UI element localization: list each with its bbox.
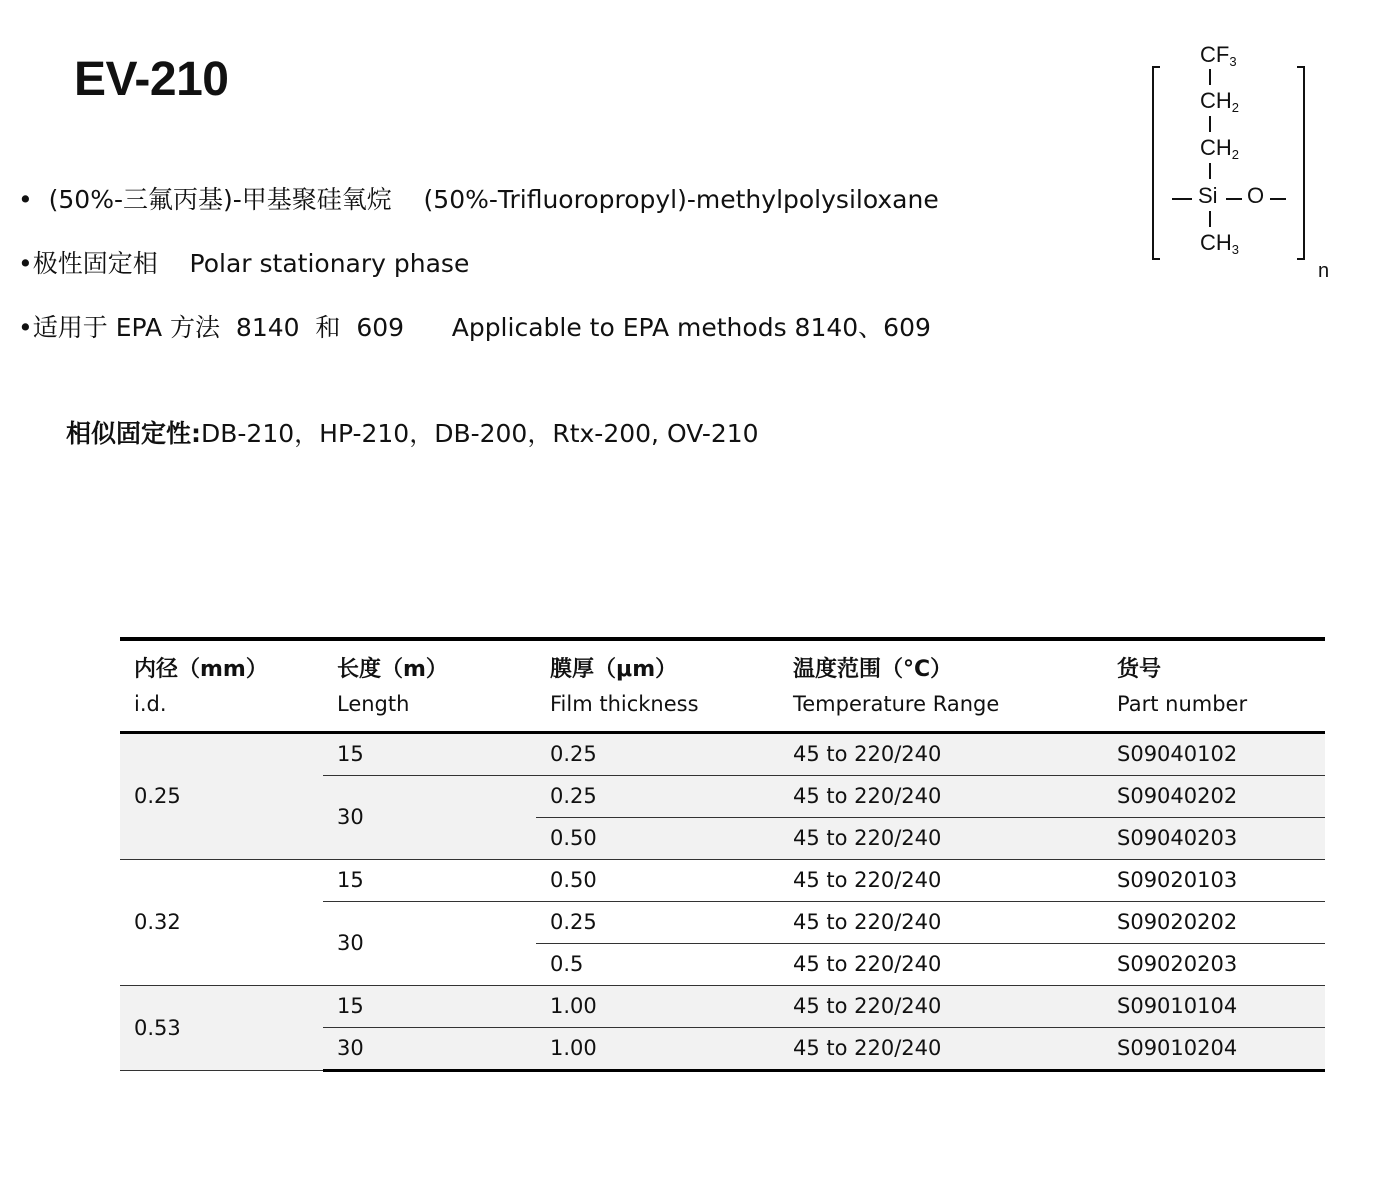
film-cell: 0.50 [536, 818, 779, 860]
ch3-group: $CH_3$ [1200, 230, 1240, 257]
temp-cell: 45 to 220/240 [779, 986, 1103, 1028]
temp-cell: 45 to 220/240 [779, 902, 1103, 944]
part-cell: S09010204 [1103, 1028, 1325, 1071]
bullet-polarity: •极性固定相 Polar stationary phase [18, 249, 470, 278]
length-cell: 15 [323, 986, 536, 1028]
table-row [120, 986, 1325, 1028]
film-cell: 1.00 [536, 986, 779, 1028]
length-cell: 30 [323, 776, 536, 860]
bond [1209, 163, 1211, 179]
header-film: 膜厚（μm） Film thickness [536, 639, 779, 733]
length-cell: 15 [323, 860, 536, 902]
temp-cell: 45 to 220/240 [779, 733, 1103, 776]
table-header-row [120, 639, 1325, 733]
bullet-epa-methods: •适用于 EPA 方法 8140 和 609 Applicable to EPA methods 8140、609 [18, 313, 931, 342]
part-cell: S09010104 [1103, 986, 1325, 1028]
silicon-atom: Si [1198, 183, 1218, 208]
part-cell: S09040203 [1103, 818, 1325, 860]
right-bracket-top [1297, 66, 1305, 68]
id-cell: 0.25 [120, 733, 323, 860]
similar-phases-value: DB-210，HP-210，DB-200，Rtx-200, OV-210 [201, 419, 759, 448]
id-cell: 0.53 [120, 986, 323, 1071]
header-length: 长度（m） Length [323, 639, 536, 733]
left-bracket-top [1152, 66, 1160, 68]
id-cell: 0.32 [120, 860, 323, 986]
bond [1209, 211, 1211, 227]
bond [1226, 198, 1242, 200]
header-temp: 温度范围（°C） Temperature Range [779, 639, 1103, 733]
film-cell: 1.00 [536, 1028, 779, 1071]
ch2-group-2: $CH_2$ [1200, 135, 1240, 162]
right-bracket [1303, 66, 1305, 260]
bond [1172, 198, 1192, 200]
bond [1209, 116, 1211, 132]
left-bracket [1152, 66, 1154, 260]
length-cell: 30 [323, 1028, 536, 1071]
film-cell: 0.25 [536, 902, 779, 944]
temp-cell: 45 to 220/240 [779, 818, 1103, 860]
temp-cell: 45 to 220/240 [779, 776, 1103, 818]
header-id: 内径（mm） i.d. [120, 639, 323, 733]
cf3-group: $CF_3$ [1200, 42, 1237, 69]
film-cell: 0.25 [536, 733, 779, 776]
film-cell: 0.50 [536, 860, 779, 902]
ch2-group-1: $CH_2$ [1200, 88, 1240, 115]
film-cell: 0.5 [536, 944, 779, 986]
oxygen-atom: O [1247, 183, 1265, 208]
part-cell: S09020203 [1103, 944, 1325, 986]
part-cell: S09040102 [1103, 733, 1325, 776]
length-cell: 30 [323, 902, 536, 986]
similar-phases [66, 414, 759, 450]
part-cell: S09020202 [1103, 902, 1325, 944]
spec-table [120, 637, 1325, 1072]
bond [1209, 69, 1211, 85]
film-cell: 0.25 [536, 776, 779, 818]
length-cell: 15 [323, 733, 536, 776]
temp-cell: 45 to 220/240 [779, 944, 1103, 986]
right-bracket-bottom [1297, 258, 1305, 260]
bond [1270, 198, 1286, 200]
similar-phases-label: 相似固定性: [66, 419, 201, 448]
header-part: 货号 Part number [1103, 639, 1325, 733]
table-row [120, 733, 1325, 776]
left-bracket-bottom [1152, 258, 1160, 260]
temp-cell: 45 to 220/240 [779, 1028, 1103, 1071]
temp-cell: 45 to 220/240 [779, 860, 1103, 902]
repeat-n: n [1318, 260, 1330, 282]
page-title: EV-210 [74, 53, 229, 106]
part-cell: S09020103 [1103, 860, 1325, 902]
bullet-composition: • (50%-三氟丙基)-甲基聚硅氧烷 (50%-Trifluoropropyl)-methylpolysiloxane [18, 185, 939, 214]
structure-formula [1140, 38, 1340, 288]
table-row [120, 860, 1325, 902]
part-cell: S09040202 [1103, 776, 1325, 818]
